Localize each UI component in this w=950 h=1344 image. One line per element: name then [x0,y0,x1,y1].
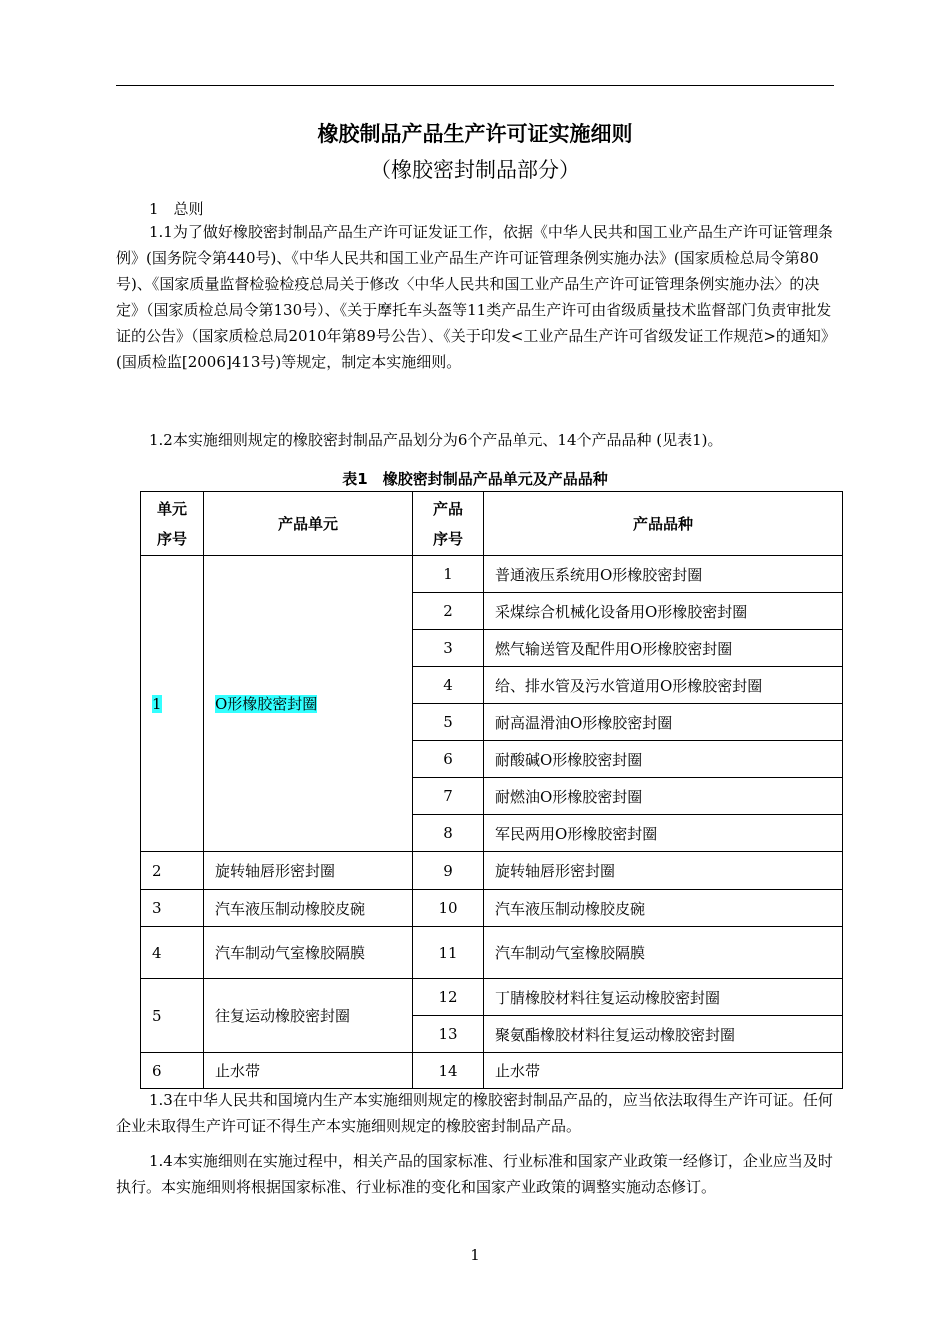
product-no-cell: 10 [413,890,484,927]
paragraph-1-4: 1.4本实施细则在实施过程中，相关产品的国家标准、行业标准和国家产业政策一经修订，企业应当及时执行。本实施细则将根据国家标准、行业标准的变化和国家产业政策的调整实施动态修订。 [116,1152,833,1196]
product-name-cell: 采煤综合机械化设备用O形橡胶密封圈 [484,593,843,630]
paragraph-1-1: 1.1为了做好橡胶密封制品产品生产许可证发证工作，依据《中华人民共和国工业产品生产许可证管理条例》(国务院令第440号)、《中华人民共和国工业产品生产许可证管理条例实施办法》(国家质检总局令第80号)、《国家质量监督检验检疫总局关于修改〈中华人民共和国工业产品生产许可证管理条例实施办法〉的决定》（国家质检总局令第130号）、《关于摩托车头盔等11类产品生产许可由省级质量技术监督部门负责审批发证的公告》（国家质检总局2010年第89号公告）、《关于印发<工业产品生产许可省级发证工作规范>的通知》(国质检监[2006]413号)等规定，制定本实施细则。 [116,223,836,371]
section-heading: 1 总则 [149,200,204,218]
table-row [141,927,843,979]
product-no-cell: 4 [413,667,484,704]
header-product: 产品品种 [484,492,843,556]
document-title: 橡胶制品产品生产许可证实施细则 [317,121,633,146]
product-name-cell: 止水带 [484,1053,843,1089]
paragraph-1-2: 1.2本实施细则规定的橡胶密封制品产品划分为6个产品单元、14个产品品种 (见表1)。 [149,431,723,449]
product-no-cell: 13 [413,1016,484,1053]
unit-name-cell: 汽车液压制动橡胶皮碗 [204,890,413,927]
unit-no-cell: 6 [141,1053,204,1089]
product-name-cell: 军民两用O形橡胶密封圈 [484,815,843,852]
unit-name-cell: 止水带 [204,1053,413,1089]
table-row [141,890,843,927]
product-no-cell: 1 [413,556,484,593]
product-name-cell: 耐酸碱O形橡胶密封圈 [484,741,843,778]
product-name-cell: 给、排水管及污水管道用O形橡胶密封圈 [484,667,843,704]
header-unit: 产品单元 [204,492,413,556]
table-row [141,979,843,1016]
table-caption: 表1 橡胶密封制品产品单元及产品品种 [342,470,608,488]
product-name-cell: 普通液压系统用O形橡胶密封圈 [484,556,843,593]
product-no-cell: 2 [413,593,484,630]
product-no-cell: 14 [413,1053,484,1089]
unit-name-cell: O形橡胶密封圈 [204,556,413,852]
header-unit-no: 单元 序号 [141,492,204,556]
unit-no-cell: 2 [141,852,204,890]
product-name-cell: 聚氨酯橡胶材料往复运动橡胶密封圈 [484,1016,843,1053]
table-row [141,1053,843,1089]
product-no-cell: 5 [413,704,484,741]
product-no-cell: 11 [413,927,484,979]
unit-no-cell: 5 [141,979,204,1053]
product-name-cell: 耐高温滑油O形橡胶密封圈 [484,704,843,741]
product-name-cell: 汽车制动气室橡胶隔膜 [484,927,843,979]
product-name-cell: 旋转轴唇形密封圈 [484,852,843,890]
table-row [141,556,843,593]
unit-no-cell: 1 [141,556,204,852]
product-no-cell: 3 [413,630,484,667]
product-no-cell: 9 [413,852,484,890]
product-no-cell: 7 [413,778,484,815]
product-name-cell: 丁腈橡胶材料往复运动橡胶密封圈 [484,979,843,1016]
unit-name-cell: 旋转轴唇形密封圈 [204,852,413,890]
unit-no-cell: 3 [141,890,204,927]
paragraph-1-3: 1.3在中华人民共和国境内生产本实施细则规定的橡胶密封制品产品的，应当依法取得生产许可证。任何企业未取得生产许可证不得生产本实施细则规定的橡胶密封制品产品。 [116,1091,833,1135]
product-name-cell: 耐燃油O形橡胶密封圈 [484,778,843,815]
table-header-row [141,492,843,556]
product-no-cell: 6 [413,741,484,778]
page-number: 1 [470,1246,480,1264]
header-product-no: 产品 序号 [413,492,484,556]
header-rule [116,85,834,86]
unit-no-cell: 4 [141,927,204,979]
product-no-cell: 8 [413,815,484,852]
product-no-cell: 12 [413,979,484,1016]
table-row [141,852,843,890]
unit-name-cell: 汽车制动气室橡胶隔膜 [204,927,413,979]
product-table [140,491,843,1089]
document-subtitle: （橡胶密封制品部分） [370,158,580,182]
unit-name-cell: 往复运动橡胶密封圈 [204,979,413,1053]
product-name-cell: 汽车液压制动橡胶皮碗 [484,890,843,927]
product-name-cell: 燃气输送管及配件用O形橡胶密封圈 [484,630,843,667]
